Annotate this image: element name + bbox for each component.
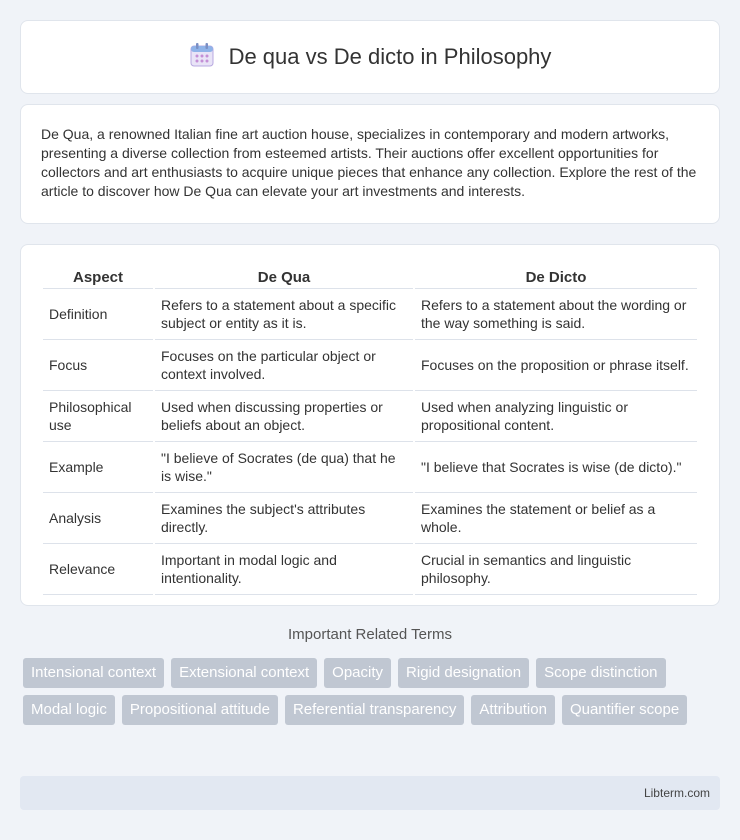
cell-de-qua: Refers to a statement about a specific subject or entity as it is. — [155, 289, 413, 340]
cell-aspect: Definition — [43, 289, 153, 340]
table-row — [43, 544, 697, 595]
cell-de-dicto: Focuses on the proposition or phrase itself. — [415, 340, 697, 391]
header-card — [20, 20, 720, 94]
cell-de-dicto: Examines the statement or belief as a whole. — [415, 493, 697, 544]
term-tag[interactable]: Propositional attitude — [122, 695, 278, 725]
related-terms-title: Important Related Terms — [288, 626, 452, 643]
comparison-table-card — [20, 244, 720, 606]
title-wrap — [189, 42, 552, 73]
header-de-qua: De Qua — [155, 265, 413, 289]
comparison-table — [41, 265, 699, 595]
table-row — [43, 493, 697, 544]
calendar-icon — [189, 42, 215, 73]
intro-card — [20, 104, 720, 224]
header-de-dicto: De Dicto — [415, 265, 697, 289]
header-aspect: Aspect — [43, 265, 153, 289]
footer-link[interactable]: Libterm.com — [643, 786, 710, 800]
intro-text: De Qua, a renowned Italian fine art auction house, specializes in contemporary and modern artworks, presenting a diverse collection from esteemed artists. Their auctions offer excellent opportunities for collectors and art enthusiasts to acquire unique pieces that enhance any collection. Explore the rest of the article to discover how De Qua can elevate your art investments and interests. — [41, 126, 697, 199]
cell-de-dicto: Crucial in semantics and linguistic philosophy. — [415, 544, 697, 595]
cell-aspect: Relevance — [43, 544, 153, 595]
cell-de-qua: Important in modal logic and intentionality. — [155, 544, 413, 595]
table-row — [43, 340, 697, 391]
cell-de-qua: "I believe of Socrates (de qua) that he is wise." — [155, 442, 413, 493]
term-tag[interactable]: Quantifier scope — [562, 695, 687, 725]
cell-de-dicto: Refers to a statement about the wording or the way something is said. — [415, 289, 697, 340]
term-tag[interactable]: Attribution — [471, 695, 555, 725]
term-tag[interactable]: Opacity — [324, 658, 391, 688]
table-header-row — [43, 265, 697, 289]
footer — [20, 776, 720, 810]
cell-aspect: Example — [43, 442, 153, 493]
table-row — [43, 289, 697, 340]
term-tag[interactable]: Referential transparency — [285, 695, 464, 725]
cell-aspect: Focus — [43, 340, 153, 391]
cell-de-dicto: "I believe that Socrates is wise (de dicto)." — [415, 442, 697, 493]
term-tag[interactable]: Rigid designation — [398, 658, 529, 688]
table-row — [43, 391, 697, 442]
cell-aspect: Analysis — [43, 493, 153, 544]
term-tag[interactable]: Modal logic — [23, 695, 115, 725]
related-terms-list — [23, 658, 713, 725]
cell-de-qua: Used when discussing properties or beliefs about an object. — [155, 391, 413, 442]
term-tag[interactable]: Intensional context — [23, 658, 164, 688]
page-title: De qua vs De dicto in Philosophy — [228, 44, 552, 69]
term-tag[interactable]: Scope distinction — [536, 658, 665, 688]
table-row — [43, 442, 697, 493]
cell-de-dicto: Used when analyzing linguistic or propositional content. — [415, 391, 697, 442]
cell-de-qua: Examines the subject's attributes directly. — [155, 493, 413, 544]
term-tag[interactable]: Extensional context — [171, 658, 317, 688]
cell-de-qua: Focuses on the particular object or context involved. — [155, 340, 413, 391]
cell-aspect: Philosophical use — [43, 391, 153, 442]
